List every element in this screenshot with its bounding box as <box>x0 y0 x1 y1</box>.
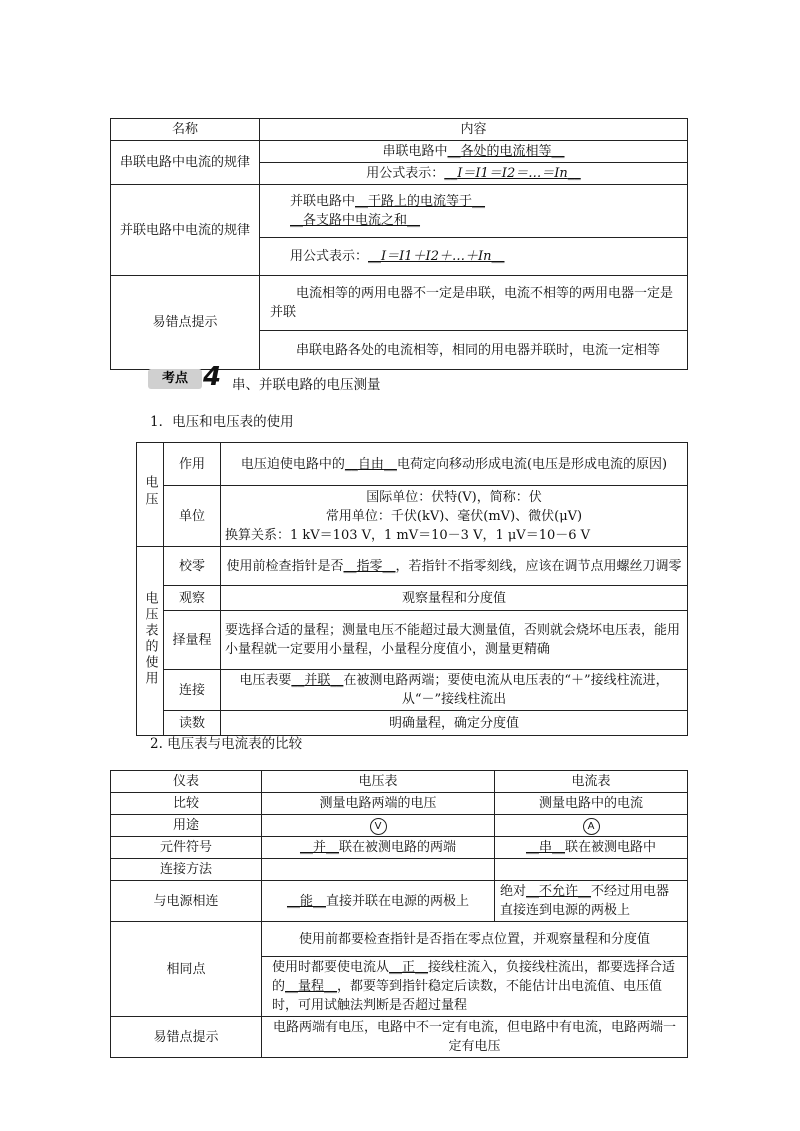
col-header-voltmeter: 电压表 <box>262 771 495 793</box>
connect-label: 连接 <box>164 670 221 711</box>
tips-label: 易错点提示 <box>111 276 260 370</box>
source-voltmeter: __能__直接并联在电源的两极上 <box>262 881 495 922</box>
series-rule-fill: __各处的电流相等__ <box>447 144 565 159</box>
method-label: 连接方法 <box>111 859 262 881</box>
series-formula-fill: __I＝I1＝I2＝…＝In__ <box>444 166 581 181</box>
use-label: 用途 <box>111 815 262 837</box>
read-label: 读数 <box>164 711 221 736</box>
source-label: 与电源相连 <box>111 881 262 922</box>
effect-label: 作用 <box>164 443 221 486</box>
unit-label: 单位 <box>164 486 221 547</box>
voltmeter-symbol-icon: V <box>370 818 387 835</box>
subheading-1: 1．电压和电压表的使用 <box>150 414 294 430</box>
voltage-group-label: 电压 <box>137 443 164 547</box>
series-formula: 用公式表示：__I＝I1＝I2＝…＝In__ <box>260 163 688 185</box>
meter-usage-group-label: 电压表的使用 <box>137 547 164 736</box>
read-text: 明确量程，确定分度值 <box>221 711 688 736</box>
same-1: 使用前都要检查指针是否指在零点位置，并观察量程和分度值 <box>262 922 688 957</box>
parallel-rule: 并联电路中__干路上的电流等于__ __各支路中电流之和__ <box>260 185 688 238</box>
zero-text: 使用前检查指针是否__指零__，若指针不指零刻线，应该在调节点用螺丝刀调零 <box>221 547 688 586</box>
series-label: 串联电路中电流的规律 <box>111 141 260 185</box>
compare-ammeter: 测量电路中的电流 <box>495 793 688 815</box>
col-header-instrument: 仪表 <box>111 771 262 793</box>
zero-label: 校零 <box>164 547 221 586</box>
parallel-formula: 用公式表示：__I＝I1＋I2＋…＋In__ <box>260 238 688 276</box>
kaodian-badge: 考点 <box>148 369 202 389</box>
header-content: 内容 <box>260 119 688 141</box>
section-title: 串、并联电路的电压测量 <box>232 377 381 393</box>
current-rules-table <box>110 118 688 370</box>
kaodian-number: 4 <box>203 362 222 392</box>
series-rule: 串联电路中__各处的电流相等__ <box>260 141 688 163</box>
compare-label: 比较 <box>111 793 262 815</box>
tip-2: 串联电路各处的电流相等，相同的用电器并联时，电流一定相等 <box>260 331 688 370</box>
voltage-usage-table <box>136 442 688 736</box>
compare-voltmeter: 测量电路两端的电压 <box>262 793 495 815</box>
subheading-2: 2. 电压表与电流表的比较 <box>150 736 303 752</box>
unit-text: 国际单位：伏特(V)，简称：伏 常用单位：千伏(kV)、毫伏(mV)、微伏(μV) 换算关系：1 kV＝103 V，1 mV＝10－3 V，1 μV＝10－6 V <box>221 486 688 547</box>
range-text: 要选择合适的量程；测量电压不能超过最大测量值，否则就会烧坏电压表，能用小量程就一定要用小量程，小量程分度值小，测量更精确 <box>221 611 688 670</box>
tip-3: 电路两端有电压，电路中不一定有电流，但电路中有电流，电路两端一定有电压 <box>262 1017 688 1058</box>
observe-text: 观察量程和分度值 <box>221 586 688 611</box>
component-ammeter: __串__联在被测电路中 <box>495 837 688 859</box>
col-header-ammeter: 电流表 <box>495 771 688 793</box>
tip-1: 电流相等的两用电器不一定是串联，电流不相等的两用电器一定是并联 <box>260 276 688 331</box>
meter-comparison-table <box>110 770 688 1058</box>
component-voltmeter: __并__联在被测电路的两端 <box>262 837 495 859</box>
component-label: 元件符号 <box>111 837 262 859</box>
observe-label: 观察 <box>164 586 221 611</box>
same-label: 相同点 <box>111 922 262 1017</box>
range-label: 择量程 <box>164 611 221 670</box>
tips-label-2: 易错点提示 <box>111 1017 262 1058</box>
ammeter-symbol-icon: A <box>583 818 600 835</box>
parallel-label: 并联电路中电流的规律 <box>111 185 260 276</box>
connect-text: 电压表要__并联__在被测电路两端；要使电流从电压表的“＋”接线柱流进，从“－”接线柱流出 <box>221 670 688 711</box>
effect-text: 电压迫使电路中的__自由__电荷定向移动形成电流(电压是形成电流的原因) <box>221 443 688 486</box>
same-2: 使用时都要使电流从__正__接线柱流入，负接线柱流出，都要选择合适的__量程__，都要等到指针稳定后读数，不能估计出电流值、电压值时，可用试触法判断是否超过量程 <box>262 957 688 1017</box>
source-ammeter: 绝对__不允许__不经过用电器直接连到电源的两极上 <box>495 881 688 922</box>
header-name: 名称 <box>111 119 260 141</box>
